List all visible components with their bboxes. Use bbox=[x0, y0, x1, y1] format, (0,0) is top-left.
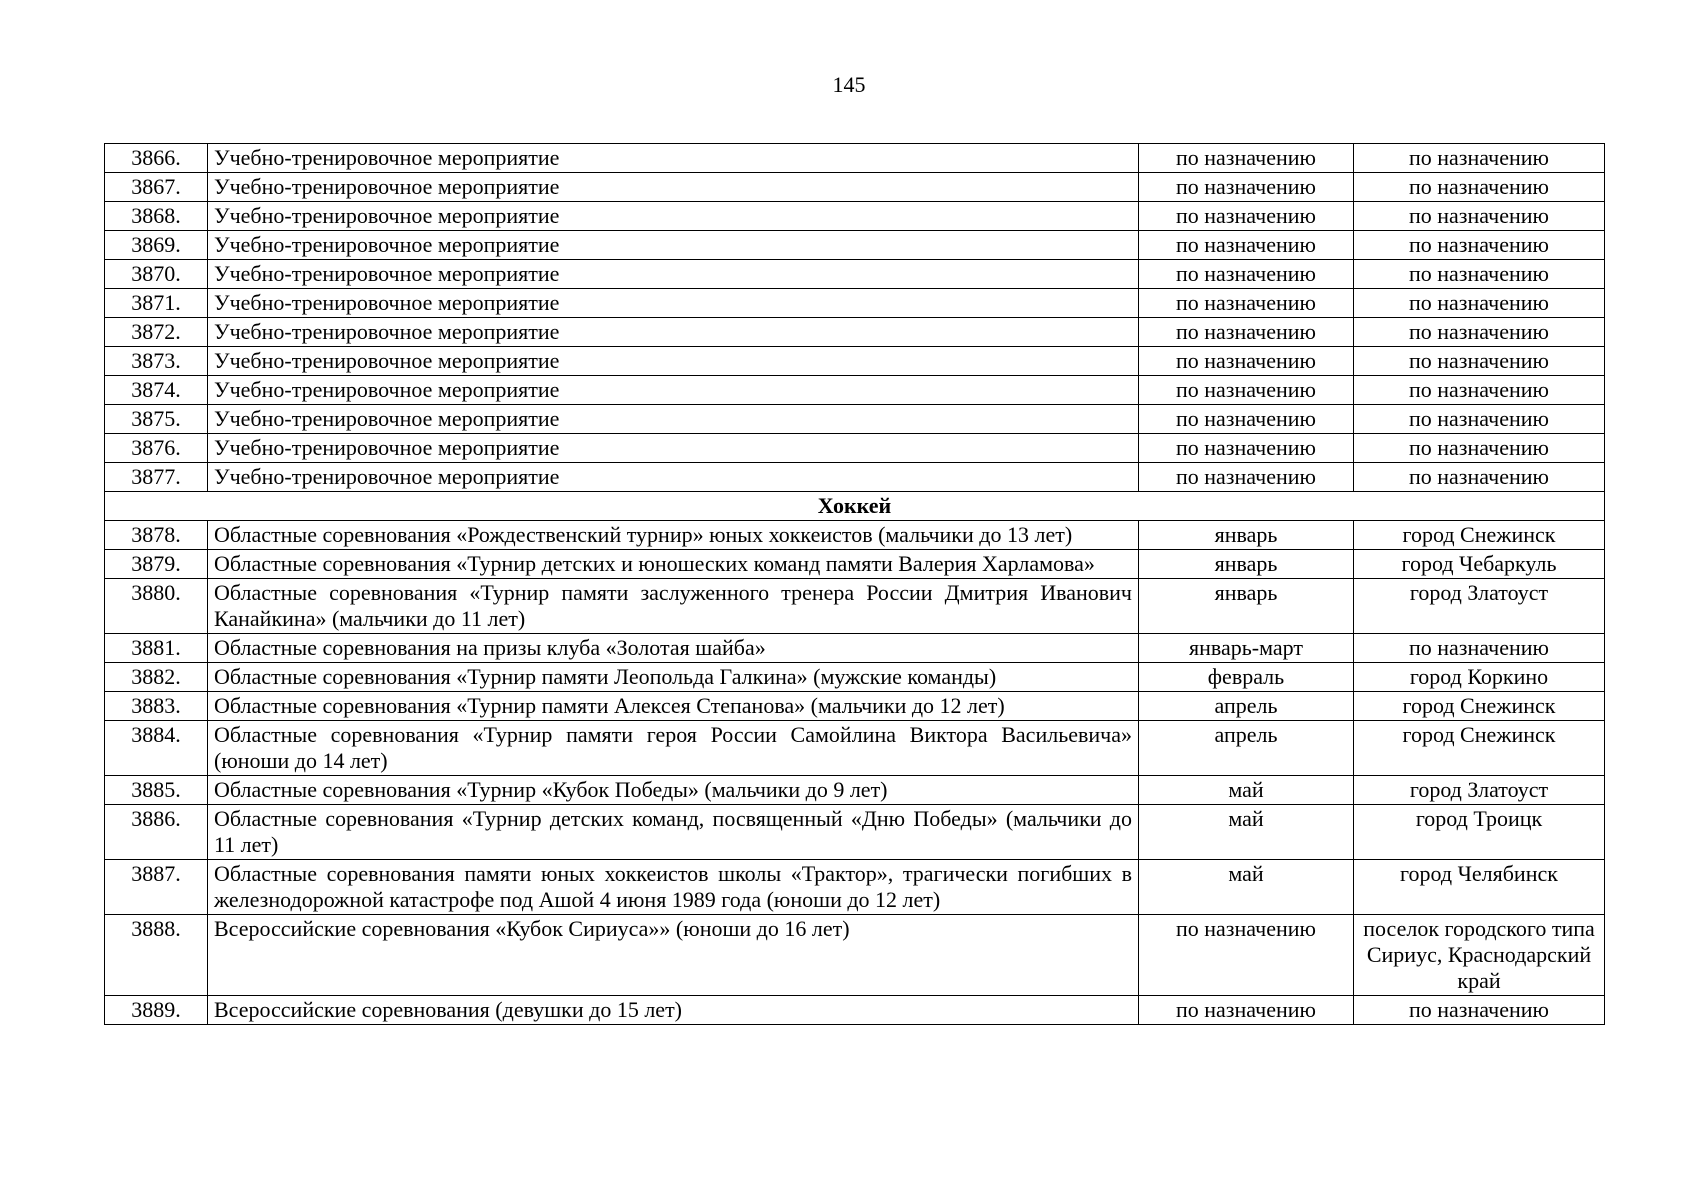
table-row bbox=[105, 521, 1605, 550]
event-date: апрель bbox=[1139, 692, 1354, 721]
event-name: Учебно-тренировочное мероприятие bbox=[208, 376, 1139, 405]
event-name: Областные соревнования памяти юных хоккеистов школы «Трактор», трагически погибших в железнодорожной катастрофе под Ашой 4 июня 1989 года (юноши до 12 лет) bbox=[208, 860, 1139, 915]
event-place: город Снежинск bbox=[1354, 521, 1605, 550]
event-date: апрель bbox=[1139, 721, 1354, 776]
event-place: по назначению bbox=[1354, 996, 1605, 1025]
event-date: январь bbox=[1139, 550, 1354, 579]
event-date: май bbox=[1139, 776, 1354, 805]
event-name: Областные соревнования «Турнир «Кубок Победы» (мальчики до 9 лет) bbox=[208, 776, 1139, 805]
row-number: 3878. bbox=[105, 521, 208, 550]
event-name: Областные соревнования «Турнир памяти героя России Самойлина Виктора Васильевича» (юноши до 14 лет) bbox=[208, 721, 1139, 776]
row-number: 3882. bbox=[105, 663, 208, 692]
table-row bbox=[105, 634, 1605, 663]
row-number: 3883. bbox=[105, 692, 208, 721]
event-name: Областные соревнования «Рождественский турнир» юных хоккеистов (мальчики до 13 лет) bbox=[208, 521, 1139, 550]
table-row bbox=[105, 663, 1605, 692]
table-row bbox=[105, 550, 1605, 579]
table-body-training bbox=[105, 144, 1605, 492]
event-date: по назначению bbox=[1139, 289, 1354, 318]
row-number: 3869. bbox=[105, 231, 208, 260]
event-date: январь-март bbox=[1139, 634, 1354, 663]
table-row bbox=[105, 376, 1605, 405]
event-date: по назначению bbox=[1139, 202, 1354, 231]
event-place: по назначению bbox=[1354, 231, 1605, 260]
table-row bbox=[105, 776, 1605, 805]
event-name: Учебно-тренировочное мероприятие bbox=[208, 144, 1139, 173]
table-row bbox=[105, 721, 1605, 776]
row-number: 3874. bbox=[105, 376, 208, 405]
section-row bbox=[105, 492, 1605, 521]
event-place: по назначению bbox=[1354, 318, 1605, 347]
row-number: 3884. bbox=[105, 721, 208, 776]
event-place: город Чебаркуль bbox=[1354, 550, 1605, 579]
event-place: по назначению bbox=[1354, 144, 1605, 173]
row-number: 3875. bbox=[105, 405, 208, 434]
event-place: по назначению bbox=[1354, 260, 1605, 289]
table-row bbox=[105, 144, 1605, 173]
table-row bbox=[105, 318, 1605, 347]
row-number: 3889. bbox=[105, 996, 208, 1025]
event-date: по назначению bbox=[1139, 463, 1354, 492]
event-name: Областные соревнования «Турнир памяти заслуженного тренера России Дмитрия Иванович Канайкина» (мальчики до 11 лет) bbox=[208, 579, 1139, 634]
row-number: 3881. bbox=[105, 634, 208, 663]
event-name: Областные соревнования «Турнир детских и юношеских команд памяти Валерия Харламова» bbox=[208, 550, 1139, 579]
row-number: 3885. bbox=[105, 776, 208, 805]
event-name: Учебно-тренировочное мероприятие bbox=[208, 434, 1139, 463]
event-date: по назначению bbox=[1139, 231, 1354, 260]
table-row bbox=[105, 915, 1605, 996]
event-name: Учебно-тренировочное мероприятие bbox=[208, 318, 1139, 347]
table-row bbox=[105, 347, 1605, 376]
event-place: город Златоуст bbox=[1354, 776, 1605, 805]
event-date: по назначению bbox=[1139, 260, 1354, 289]
event-place: город Коркино bbox=[1354, 663, 1605, 692]
event-date: по назначению bbox=[1139, 144, 1354, 173]
table-row bbox=[105, 405, 1605, 434]
event-date: январь bbox=[1139, 579, 1354, 634]
event-name: Всероссийские соревнования (девушки до 15 лет) bbox=[208, 996, 1139, 1025]
event-name: Учебно-тренировочное мероприятие bbox=[208, 173, 1139, 202]
table-row bbox=[105, 805, 1605, 860]
event-date: май bbox=[1139, 805, 1354, 860]
page-number: 145 bbox=[832, 72, 866, 97]
table-row bbox=[105, 289, 1605, 318]
table-row bbox=[105, 231, 1605, 260]
row-number: 3873. bbox=[105, 347, 208, 376]
row-number: 3870. bbox=[105, 260, 208, 289]
row-number: 3876. bbox=[105, 434, 208, 463]
event-place: город Златоуст bbox=[1354, 579, 1605, 634]
event-date: январь bbox=[1139, 521, 1354, 550]
row-number: 3877. bbox=[105, 463, 208, 492]
row-number: 3868. bbox=[105, 202, 208, 231]
event-place: по назначению bbox=[1354, 463, 1605, 492]
table-row bbox=[105, 996, 1605, 1025]
table-row bbox=[105, 692, 1605, 721]
event-name: Учебно-тренировочное мероприятие bbox=[208, 405, 1139, 434]
event-place: по назначению bbox=[1354, 289, 1605, 318]
event-place: город Челябинск bbox=[1354, 860, 1605, 915]
event-name: Областные соревнования «Турнир памяти Алексея Степанова» (мальчики до 12 лет) bbox=[208, 692, 1139, 721]
section-title: Хоккей bbox=[105, 492, 1605, 521]
table-body-hockey bbox=[105, 521, 1605, 1025]
row-number: 3879. bbox=[105, 550, 208, 579]
event-name: Учебно-тренировочное мероприятие bbox=[208, 260, 1139, 289]
event-place: по назначению bbox=[1354, 434, 1605, 463]
row-number: 3886. bbox=[105, 805, 208, 860]
table-row bbox=[105, 260, 1605, 289]
event-name: Учебно-тренировочное мероприятие bbox=[208, 231, 1139, 260]
event-date: по назначению bbox=[1139, 915, 1354, 996]
event-place: по назначению bbox=[1354, 376, 1605, 405]
row-number: 3871. bbox=[105, 289, 208, 318]
event-name: Областные соревнования «Турнир памяти Леопольда Галкина» (мужские команды) bbox=[208, 663, 1139, 692]
table-row bbox=[105, 579, 1605, 634]
table-row bbox=[105, 202, 1605, 231]
event-place: поселок городского типа Сириус, Краснодарский край bbox=[1354, 915, 1605, 996]
event-date: по назначению bbox=[1139, 996, 1354, 1025]
row-number: 3888. bbox=[105, 915, 208, 996]
event-name: Всероссийские соревнования «Кубок Сириуса»» (юноши до 16 лет) bbox=[208, 915, 1139, 996]
event-name: Областные соревнования на призы клуба «Золотая шайба» bbox=[208, 634, 1139, 663]
event-date: май bbox=[1139, 860, 1354, 915]
event-date: по назначению bbox=[1139, 405, 1354, 434]
event-name: Учебно-тренировочное мероприятие bbox=[208, 202, 1139, 231]
event-name: Учебно-тренировочное мероприятие bbox=[208, 347, 1139, 376]
table-row bbox=[105, 860, 1605, 915]
event-place: по назначению bbox=[1354, 634, 1605, 663]
table-row bbox=[105, 434, 1605, 463]
event-place: город Снежинск bbox=[1354, 692, 1605, 721]
row-number: 3867. bbox=[105, 173, 208, 202]
row-number: 3887. bbox=[105, 860, 208, 915]
row-number: 3866. bbox=[105, 144, 208, 173]
event-place: по назначению bbox=[1354, 405, 1605, 434]
event-date: февраль bbox=[1139, 663, 1354, 692]
event-name: Учебно-тренировочное мероприятие bbox=[208, 463, 1139, 492]
row-number: 3880. bbox=[105, 579, 208, 634]
row-number: 3872. bbox=[105, 318, 208, 347]
event-name: Областные соревнования «Турнир детских команд, посвященный «Дню Победы» (мальчики до 11 лет) bbox=[208, 805, 1139, 860]
table-row bbox=[105, 173, 1605, 202]
table-section bbox=[105, 492, 1605, 521]
event-place: по назначению bbox=[1354, 173, 1605, 202]
event-place: по назначению bbox=[1354, 347, 1605, 376]
event-place: город Снежинск bbox=[1354, 721, 1605, 776]
event-date: по назначению bbox=[1139, 318, 1354, 347]
event-date: по назначению bbox=[1139, 434, 1354, 463]
event-place: по назначению bbox=[1354, 202, 1605, 231]
events-table bbox=[104, 143, 1605, 1025]
event-place: город Троицк bbox=[1354, 805, 1605, 860]
event-name: Учебно-тренировочное мероприятие bbox=[208, 289, 1139, 318]
table-row bbox=[105, 463, 1605, 492]
event-date: по назначению bbox=[1139, 376, 1354, 405]
event-date: по назначению bbox=[1139, 347, 1354, 376]
event-date: по назначению bbox=[1139, 173, 1354, 202]
